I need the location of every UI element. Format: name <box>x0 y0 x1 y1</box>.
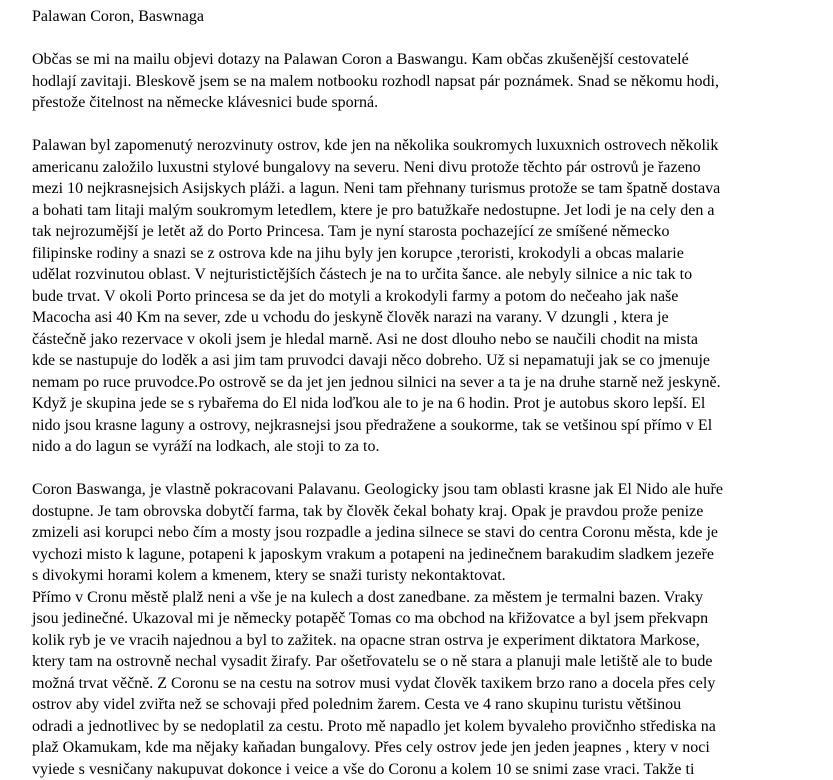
text-line: kolik ryb je ve vracih najednou a byl to zažitek. na opacne stran ostrva je experiment diktatora Markose, <box>32 630 832 652</box>
document-body <box>32 6 832 780</box>
text-line: Přímo v Cronu městě plalž neni a vše je na kulech a dost zanedbane. za městem je termalni bazen. Vraky <box>32 587 832 609</box>
text-line: a bohati tam litaji malým soukromym letedlem, ktere je pro batužkaře nedostupne. Jet lodi je na cely den a <box>32 200 832 222</box>
paragraph-coron-town <box>32 587 832 780</box>
text-line: částečně jako rezervace v okoli jsem je hledal marně. Asi ne dost dlouho nebo se naučili chodit na mista <box>32 329 832 351</box>
text-line: ktery tam na ostrovně nechal vysadit žirafy. Par ošetřovatelu se o ně stara a planuji male letiště ale to bude <box>32 651 832 673</box>
text-line: zmizeli asi korupci nebo čím a mosty jsou rozpadle a jedina silnece se stavi do centra Coronu města, kde je <box>32 522 832 544</box>
text-line: americanu založilo luxustni stylové bungalovy na severu. Neni divu protože těchto pár ostrovů je řazeno <box>32 157 832 179</box>
text-line: tak nejrozumější je letět až do Porto Princesa. Tam je nyní starosta pochazející ze smíšené německo <box>32 221 832 243</box>
text-line: dostupne. Je tam obrovska dobytčí farma, tak by člověk čekal bohaty kraj. Opak je pravdou prože penize <box>32 501 832 523</box>
text-line: plaž Okamukam, kde ma nějaky kaňadan bungalovy. Přes cely ostrov jede jen jeden jeapnes , ktery v noci <box>32 737 832 759</box>
text-line: nemam po ruce pruvodce.Po ostrově se da jet jen jednou silnici na sever a ta je na druhe starně než jeskyně. <box>32 372 832 394</box>
paragraph-palawan <box>32 135 832 458</box>
text-line: nido a do lagun se vyráží na lodkach, ale stoji to za to. <box>32 436 832 458</box>
text-line: Palawan byl zapomenutý nerozvinuty ostrov, kde jen na několika soukromych luxuxnich ostrovech několik <box>32 135 832 157</box>
text-line: udělat rozvinutou oblast. V nejturistictějších částech je na to určita šance. ale nebyly silnice a nic tak to <box>32 264 832 286</box>
text-line: vychozi misto k lagune, potapeni k japoskym vrakum a potapeni na jedinečnem barakudim sladkem jezeře <box>32 544 832 566</box>
text-line: hodlají zavitaji. Bleskově jsem se na malem notbooku rozhodl napsat pár poznámek. Snad se někomu hodi, <box>32 71 832 93</box>
text-line: kde se nastupuje do loděk a asi jim tam pruvodci davaji něco dobreho. Už si nepamatuji jak se co jmenuje <box>32 350 832 372</box>
text-line: Coron Baswanga, je vlastně pokracovani Palavanu. Geologicky jsou tam oblasti krasne jak El Nido ale huře <box>32 479 832 501</box>
paragraph-coron <box>32 479 832 587</box>
text-line: Občas se mi na mailu objevi dotazy na Palawan Coron a Baswangu. Kam občas zkušenější cestovatelé <box>32 49 832 71</box>
text-line: jsou jedinečné. Ukazoval mi je německy potapěč Tomas co ma obchod na křižovatce a byl jsem překvapn <box>32 608 832 630</box>
text-line: s divokymi horami kolem a kmenem, ktery se snaži turisty nekontaktovat. <box>32 565 832 587</box>
text-line: bude trvat. V okoli Porto princesa se da jet do motyli a krokodyli farmy a potom do nečeaho jak naše <box>32 286 832 308</box>
text-line: filipinske rodiny a snazi se z ostrova kde na jihu byly jen korupce ,teroristi, krokodyli a obcas malarie <box>32 243 832 265</box>
text-line: mezi 10 nejkrasnejsich Asijskych pláži. a lagun. Neni tam přehnany turismus protože se tam špatně dostava <box>32 178 832 200</box>
text-line: možná trvat věčně. Z Coronu se na cestu na sotrov musi vydat člověk taxikem brzo rano a docela přes cely <box>32 673 832 695</box>
text-line: Když je skupina jede se s rybařema do El nida loďkou ale to je na 6 hodin. Prot je autobus skoro lepší. El <box>32 393 832 415</box>
text-line: ostrov aby videl zviřta než se schovaji před polednim žarem. Cesta ve 4 rano skupinu turistu většinou <box>32 694 832 716</box>
text-line: přestože čitelnost na německe klávesnici bude sporná. <box>32 92 832 114</box>
document-title: Palawan Coron, Baswnaga <box>32 6 832 28</box>
text-line: nido jsou krasne laguny a ostrovy, nejkrasnejsi jsou předražene a soukorme, tak se vetšinou spí přímo v El <box>32 415 832 437</box>
text-line: odradi a jednotlivec by se nedoplatil za cestu. Proto mě napadlo jet kolem byvaleho provičnho střediska na <box>32 716 832 738</box>
text-line: vyiede s vesničany nakupuvat dokonce i veice a vše do Coronu a kolem 10 se snimi zase vraci. Takže ti <box>32 759 832 780</box>
paragraph-intro <box>32 49 832 114</box>
text-line: Macocha asi 40 Km na sever, zde u vchodu do jeskyně člověk narazi na varany. V dzungli , ktera je <box>32 307 832 329</box>
